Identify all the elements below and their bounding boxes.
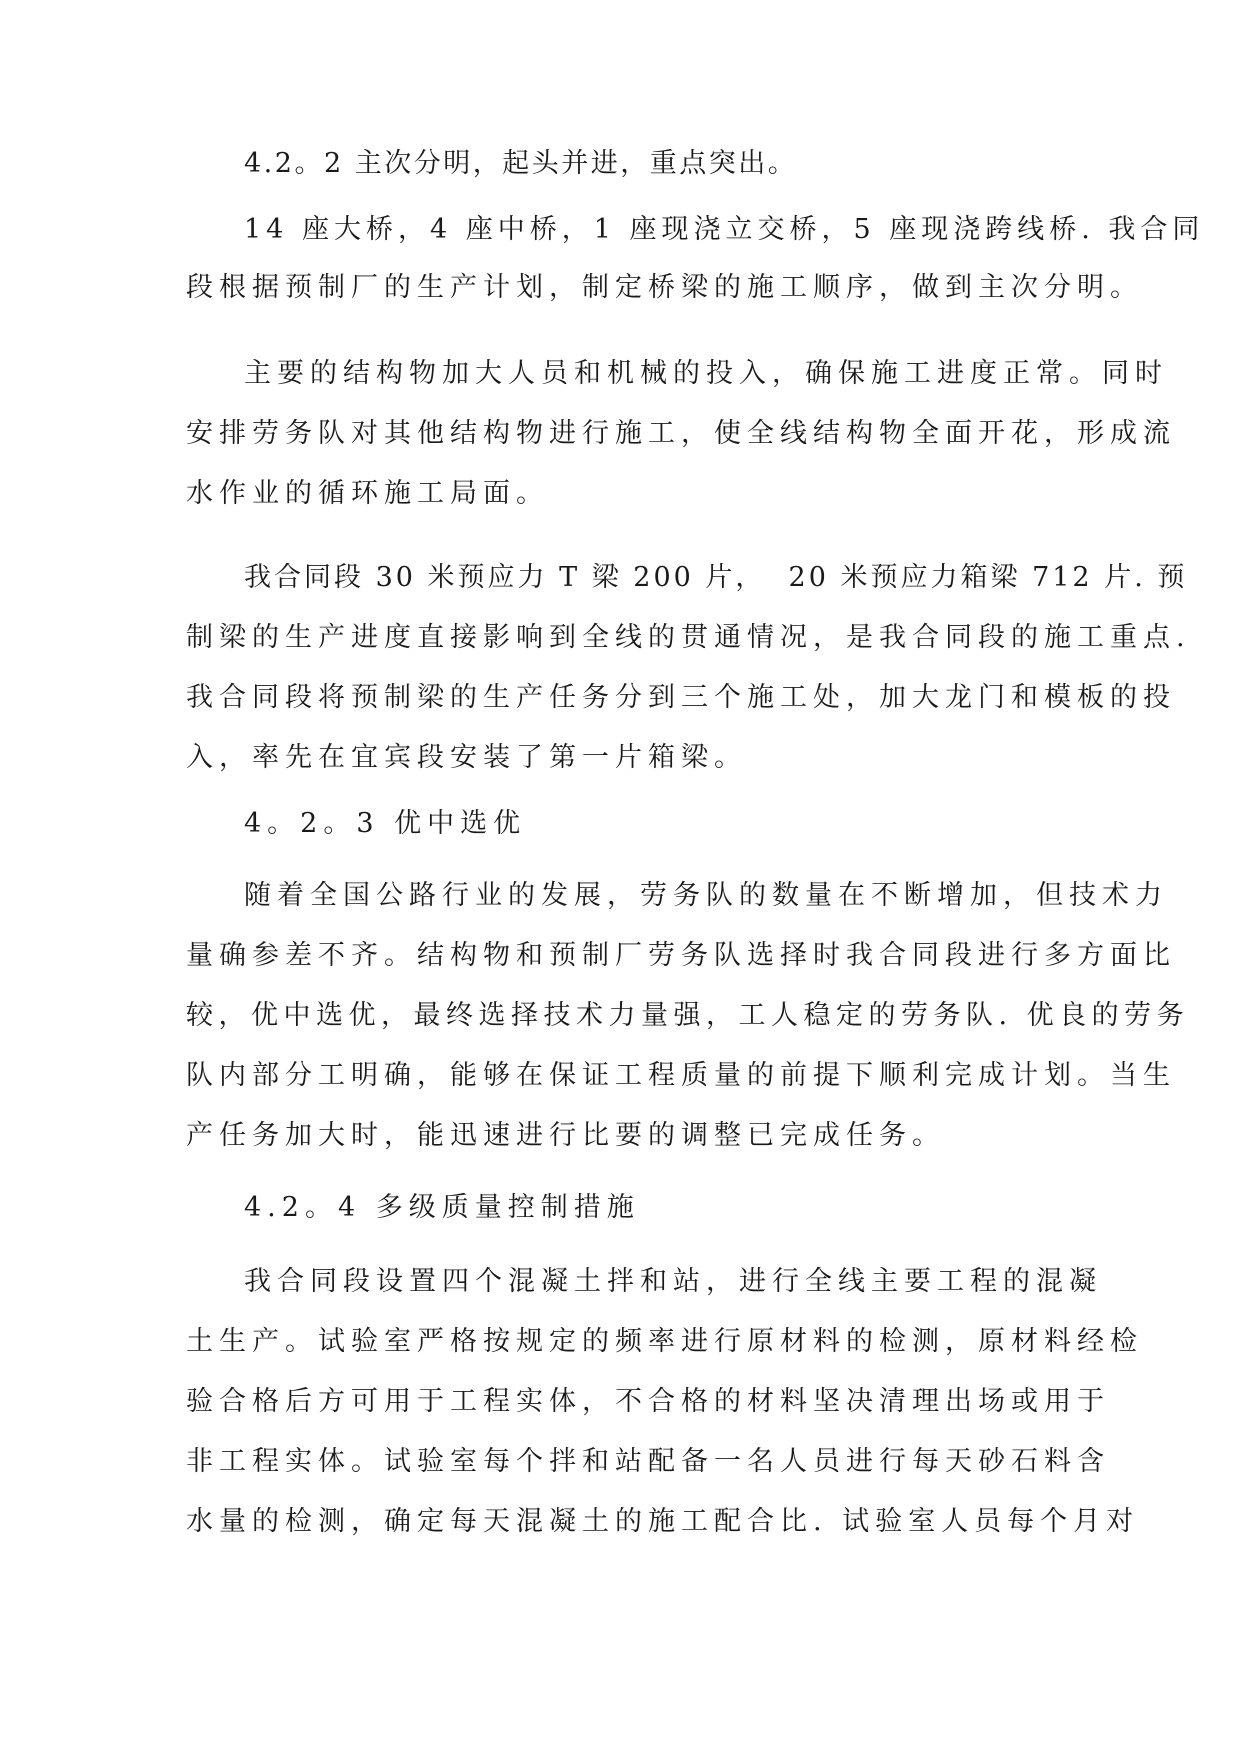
section-heading: 4。2。3 优中选优	[244, 808, 527, 839]
paragraph-line: 土生产。试验室严格按规定的频率进行原材料的检测，原材料经检	[186, 1326, 1143, 1357]
paragraph-line: 量确参差不齐。结构物和预制厂劳务队选择时我合同段进行多方面比	[186, 940, 1176, 971]
paragraph-line: 随着全国公路行业的发展，劳务队的数量在不断增加，但技术力	[244, 880, 1168, 911]
paragraph-line: 主要的结构物加大人员和机械的投入，确保施工进度正常。同时	[244, 358, 1168, 389]
paragraph-line: 较，优中选优，最终选择技术力量强，工人稳定的劳务队. 优良的劳务	[186, 1000, 1190, 1031]
paragraph-line: 我合同段将预制梁的生产任务分到三个施工处，加大龙门和模板的投	[186, 682, 1176, 713]
paragraph-line: 水量的检测，确定每天混凝土的施工配合比. 试验室人员每个月对	[186, 1506, 1140, 1537]
paragraph-line: 非工程实体。试验室每个拌和站配备一名人员进行每天砂石料含	[186, 1446, 1110, 1477]
paragraph-line: 入，率先在宜宾段安装了第一片箱梁。	[186, 742, 747, 773]
paragraph-line: 水作业的循环施工局面。	[186, 478, 549, 509]
paragraph-line: 我合同段 30 米预应力 T 梁 200 片， 20 米预应力箱梁 712 片. 预	[244, 562, 1188, 593]
section-heading: 4.2。4 多级质量控制措施	[244, 1192, 640, 1223]
paragraph-line: 安排劳务队对其他结构物进行施工，使全线结构物全面开花，形成流	[186, 418, 1176, 449]
paragraph-line: 我合同段设置四个混凝土拌和站，进行全线主要工程的混凝	[244, 1266, 1102, 1297]
paragraph-line: 制梁的生产进度直接影响到全线的贯通情况，是我合同段的施工重点.	[186, 622, 1191, 653]
paragraph-line: 14 座大桥，4 座中桥，1 座现浇立交桥，5 座现浇跨线桥. 我合同	[244, 214, 1205, 245]
paragraph-line: 产任务加大时，能迅速进行比要的调整已完成任务。	[186, 1120, 945, 1151]
paragraph-line: 队内部分工明确，能够在保证工程质量的前提下顺利完成计划。当生	[186, 1060, 1176, 1091]
paragraph-line: 段根据预制厂的生产计划，制定桥梁的施工顺序，做到主次分明。	[186, 272, 1143, 303]
section-heading: 4.2。2 主次分明，起头并进，重点突出。	[244, 148, 798, 179]
paragraph-line: 验合格后方可用于工程实体，不合格的材料坚决清理出场或用于	[186, 1386, 1110, 1417]
